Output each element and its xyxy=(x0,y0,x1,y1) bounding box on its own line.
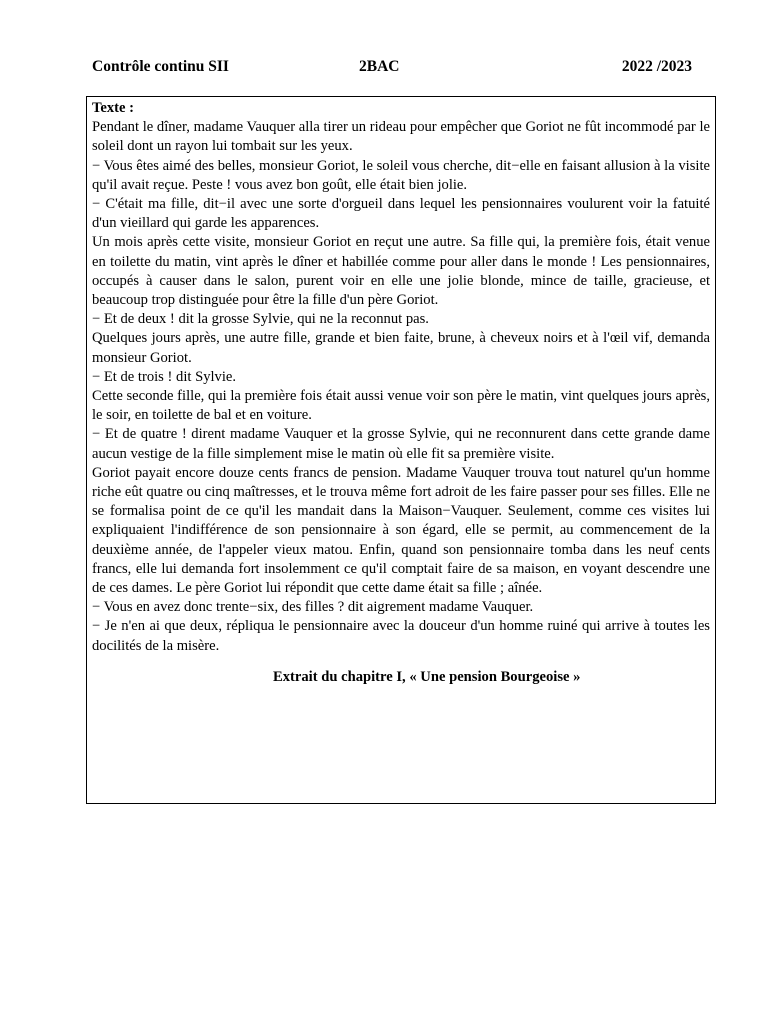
text-paragraph: − Je n'en ai que deux, répliqua le pensionnaire avec la douceur d'un homme ruiné qui arrive à toutes les docilités de la misère. xyxy=(92,618,710,654)
text-paragraph: − Et de deux ! dit la grosse Sylvie, qui ne la reconnut pas. xyxy=(92,311,429,328)
text-paragraph: − Vous êtes aimé des belles, monsieur Goriot, le soleil vous cherche, dit−elle en faisant allusion à la visite qu'il avait reçue. Peste ! vous avez bon goût, elle était bien jolie. xyxy=(92,157,710,193)
header-level: 2BAC xyxy=(359,58,400,75)
text-citation: Extrait du chapitre I, « Une pension Bourgeoise » xyxy=(273,668,581,685)
text-paragraph: Pendant le dîner, madame Vauquer alla tirer un rideau pour empêcher que Goriot ne fût incommodé par le soleil dont un rayon lui tombait sur les yeux. xyxy=(92,119,710,155)
text-paragraph: − Et de quatre ! dirent madame Vauquer et la grosse Sylvie, qui ne reconnurent dans cette grande dame aucun vestige de la fille simplement mise le matin où elle fit sa première visite. xyxy=(92,426,710,462)
document-header xyxy=(92,58,692,80)
text-paragraph: Un mois après cette visite, monsieur Goriot en reçut une autre. Sa fille qui, la première fois, était venue en toilette du matin, vint après le dîner et habillée comme pour aller dans le monde ! Les pensionnaires, occupés à causer dans le salon, purent voir en elle une jolie blonde, mince de taille, gracieuse, et beaucoup trop distinguée pour être la fille d'un père Goriot. xyxy=(92,234,710,309)
header-course: Contrôle continu SII xyxy=(92,58,229,75)
text-paragraph: Goriot payait encore douze cents francs de pension. Madame Vauquer trouva tout naturel qu'un homme riche eût quatre ou cinq maîtresses, et le trouva même fort adroit de les faire passer pour ses filles. Elle ne se formalisa point de ce qu'il les mandait dans la Maison−Vauquer. Seulement, comme ces visites lui expliquaient l'indifférence de son pensionnaire à son égard, elle se permit, au commencement de la deuxième année, de l'appeler vieux matou. Enfin, quand son pensionnaire tomba dans les neuf cents francs, elle lui demanda fort insolemment ce qu'il comptait faire de sa maison, en voyant descendre une de ces dames. Le père Goriot lui répondit que cette dame était sa fille ; aînée. xyxy=(92,464,710,597)
text-box xyxy=(86,96,716,804)
header-year: 2022 /2023 xyxy=(621,58,692,75)
text-body xyxy=(92,118,710,656)
text-paragraph: − Vous en avez donc trente−six, des filles ? dit aigrement madame Vauquer. xyxy=(92,599,534,616)
text-paragraph: Quelques jours après, une autre fille, grande et bien faite, brune, à cheveux noirs et à l'œil vif, demanda monsieur Goriot. xyxy=(92,330,710,366)
text-paragraph: Cette seconde fille, qui la première fois était aussi venue voir son père le matin, vint quelques jours après, le soir, en toilette de bal et en voiture. xyxy=(92,388,710,424)
text-paragraph: − Et de trois ! dit Sylvie. xyxy=(92,368,237,385)
text-title: Texte : xyxy=(92,100,135,116)
text-paragraph: − C'était ma fille, dit−il avec une sorte d'orgueil dans lequel les pensionnaires voulurent voir la fatuité d'un vieillard qui garde les apparences. xyxy=(92,196,710,232)
